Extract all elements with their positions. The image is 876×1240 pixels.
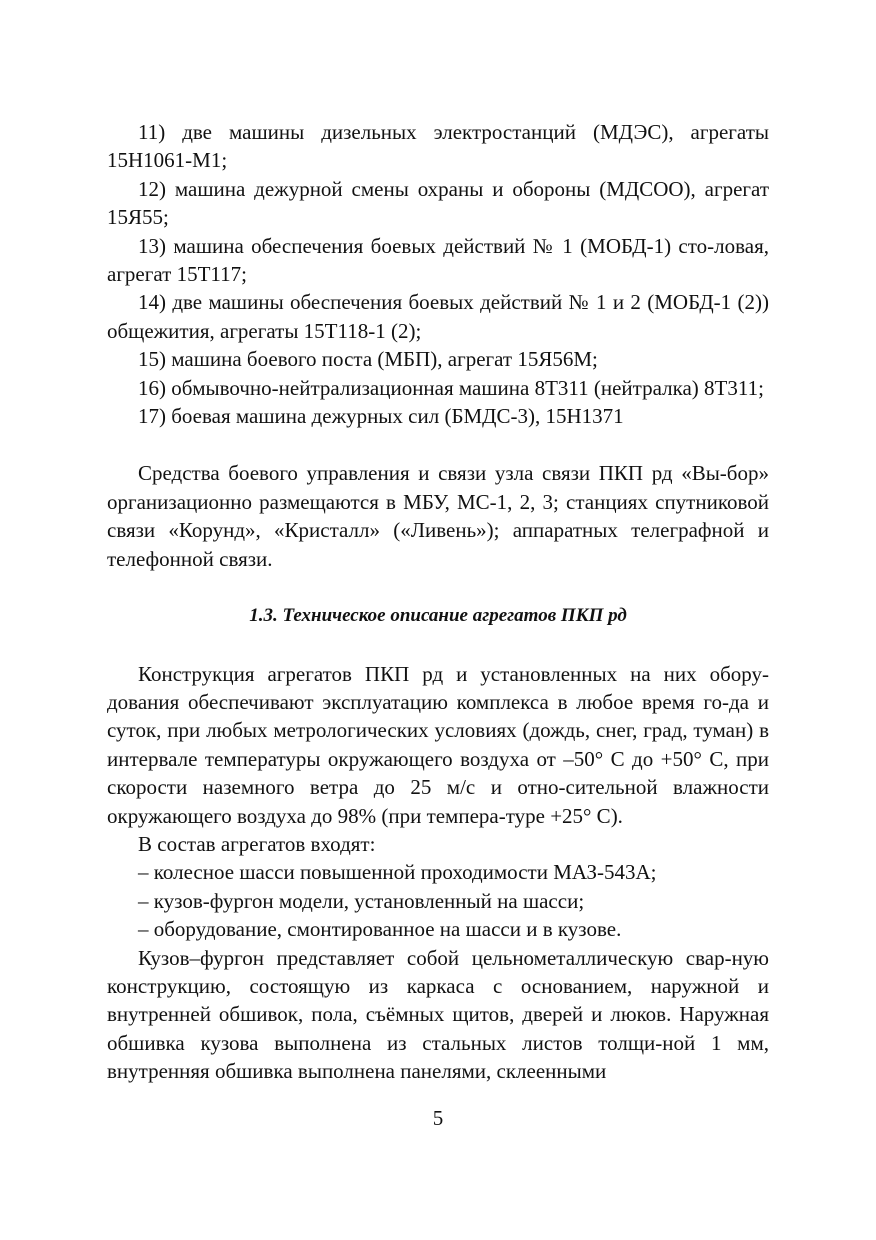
paragraph-communications: Средства боевого управления и связи узла связи ПКП рд «Вы-бор» организационно размещаются в МБУ, МС-1, 2, 3; станциях спутниковой связи «Корунд», «Кристалл» («Ливень»); аппаратных телеграфной и телефонной связи. <box>107 461 769 571</box>
list-item: 13) машина обеспечения боевых действий № 1 (МОБД-1) сто-ловая, агрегат 15Т117; <box>107 233 769 287</box>
composition-item: – кузов-фургон модели, установленный на шасси; <box>138 888 585 913</box>
list-item: 11) две машины дизельных электростанций (МДЭС), агрегаты 15Н1061-М1; <box>107 120 769 173</box>
list-item: 14) две машины обеспечения боевых действий № 1 и 2 (МОБД-1 (2)) общежития, агрегаты 15Т118-1 (2); <box>107 290 769 343</box>
composition-item: – оборудование, смонтированное на шасси и в кузове. <box>138 917 622 942</box>
list-item: 17) боевая машина дежурных сил (БМДС-3), 15Н1371 <box>138 404 624 429</box>
list-item: 12) машина дежурной смены охраны и обороны (МДСОО), агрегат 15Я55; <box>107 176 769 230</box>
composition-item: – колесное шасси повышенной проходимости МАЗ-543А; <box>138 860 657 885</box>
document-page <box>107 118 769 1086</box>
paragraph-body: Кузов–фургон представляет собой цельнометаллическую свар-ную конструкцию, состоящую из каркаса с основанием, наружной и внутренней обшивок, пола, съёмных щитов, дверей и люков. Наружная обшивка кузова выполнена из стальных листов толщи-ной 1 мм, внутренняя обшивка выполнена панелями, склеенными <box>107 945 769 1084</box>
list-item: 16) обмывочно-нейтрализационная машина 8Т311 (нейтралка) 8Т311; <box>138 375 764 400</box>
composition-intro: В состав агрегатов входят: <box>138 831 376 856</box>
paragraph-design: Конструкция агрегатов ПКП рд и установленных на них обору-дования обеспечивают эксплуатацию комплекса в любое время го-да и суток, при любых метрологических условиях (дождь, снег, град, туман) в интервале температуры окружающего воздуха от –50° С до +50° С, при скорости наземного ветра до 25 м/с и отно-сительной влажности окружающего воздуха до 98% (при темпера-туре +25° С). <box>107 661 769 828</box>
list-item: 15) машина боевого поста (МБП), агрегат 15Я56М; <box>138 347 598 372</box>
page-number: 5 <box>432 1106 444 1130</box>
section-heading: 1.3. Техническое описание агрегатов ПКП рд <box>249 605 627 627</box>
